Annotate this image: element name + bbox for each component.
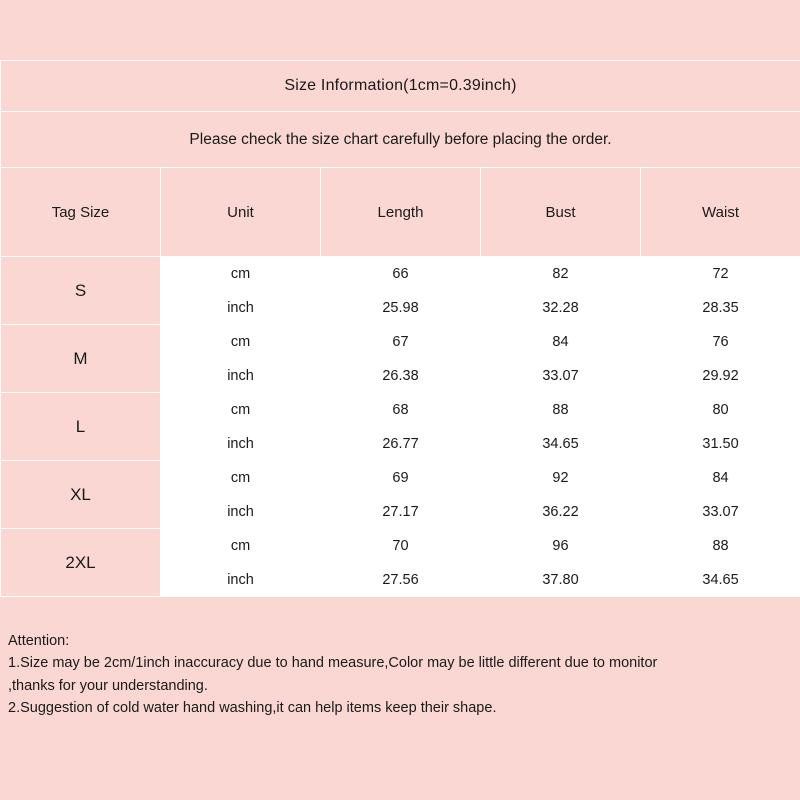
length-value: 68 (321, 393, 481, 427)
attention-heading: Attention: (8, 633, 70, 649)
length-value: 27.17 (321, 495, 481, 529)
attention-line-3: 2.Suggestion of cold water hand washing,it can help items keep their shape. (8, 700, 497, 717)
header-unit: Unit (161, 168, 321, 257)
size-tag-2xl: 2XL (1, 529, 161, 597)
waist-value: 34.65 (641, 563, 800, 597)
unit-cm: cm (161, 461, 321, 495)
chart-title: Size Information(1cm=0.39inch) (1, 61, 800, 112)
table-row-header (1, 168, 800, 257)
waist-value: 80 (641, 393, 800, 427)
table-row (1, 257, 800, 291)
waist-value: 88 (641, 529, 800, 563)
length-value: 25.98 (321, 291, 481, 325)
size-tag-l: L (1, 393, 161, 461)
size-tag-s: S (1, 257, 161, 325)
chart-subtitle: Please check the size chart carefully before placing the order. (1, 112, 800, 168)
unit-inch: inch (161, 291, 321, 325)
table-row (1, 393, 800, 427)
unit-cm: cm (161, 325, 321, 359)
unit-cm: cm (161, 529, 321, 563)
size-information-table (0, 60, 800, 597)
unit-cm: cm (161, 257, 321, 291)
table-row (1, 461, 800, 495)
header-length: Length (321, 168, 481, 257)
size-tag-m: M (1, 325, 161, 393)
length-value: 66 (321, 257, 481, 291)
table-row-subtitle (1, 112, 800, 168)
bust-value: 88 (481, 393, 641, 427)
waist-value: 33.07 (641, 495, 800, 529)
bust-value: 84 (481, 325, 641, 359)
header-bust: Bust (481, 168, 641, 257)
waist-value: 29.92 (641, 359, 800, 393)
table-row (1, 529, 800, 563)
length-value: 70 (321, 529, 481, 563)
waist-value: 84 (641, 461, 800, 495)
bust-value: 92 (481, 461, 641, 495)
length-value: 69 (321, 461, 481, 495)
table-row-title (1, 61, 800, 112)
length-value: 26.38 (321, 359, 481, 393)
header-waist: Waist (641, 168, 800, 257)
bust-value: 37.80 (481, 563, 641, 597)
table-row (1, 325, 800, 359)
length-value: 67 (321, 325, 481, 359)
unit-inch: inch (161, 495, 321, 529)
waist-value: 72 (641, 257, 800, 291)
size-tag-xl: XL (1, 461, 161, 529)
unit-inch: inch (161, 427, 321, 461)
attention-line-1: 1.Size may be 2cm/1inch inaccuracy due to hand measure,Color may be little different due to monitor (8, 655, 658, 672)
unit-inch: inch (161, 359, 321, 393)
waist-value: 76 (641, 325, 800, 359)
bust-value: 36.22 (481, 495, 641, 529)
length-value: 26.77 (321, 427, 481, 461)
bust-value: 32.28 (481, 291, 641, 325)
bust-value: 34.65 (481, 427, 641, 461)
unit-cm: cm (161, 393, 321, 427)
attention-note (0, 622, 800, 720)
waist-value: 28.35 (641, 291, 800, 325)
length-value: 27.56 (321, 563, 481, 597)
attention-line-2: ,thanks for your understanding. (8, 677, 208, 694)
bust-value: 82 (481, 257, 641, 291)
header-tag-size: Tag Size (1, 168, 161, 257)
waist-value: 31.50 (641, 427, 800, 461)
bust-value: 96 (481, 529, 641, 563)
bust-value: 33.07 (481, 359, 641, 393)
size-chart-table-wrapper (0, 60, 800, 597)
unit-inch: inch (161, 563, 321, 597)
